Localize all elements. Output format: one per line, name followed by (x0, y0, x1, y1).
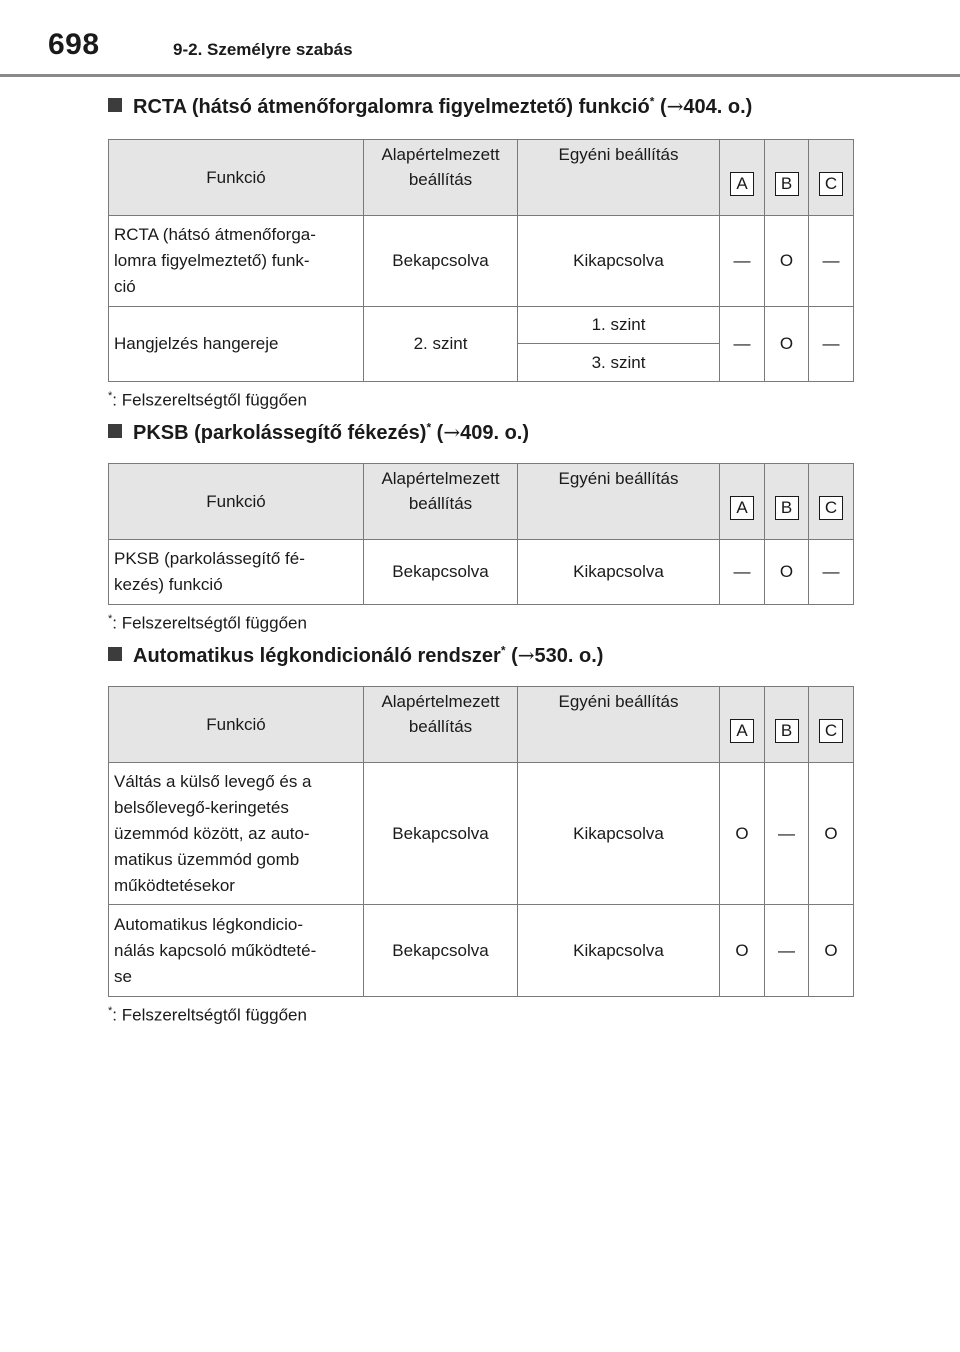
column-a: A (720, 464, 765, 540)
cell-custom: Kikapcsolva (518, 905, 720, 997)
footnote: *: Felszereltségtől függően (108, 1005, 307, 1025)
section-title: PKSB (parkolássegítő fékezés)* (→409. o.) (108, 420, 853, 450)
cell-function: RCTA (hátsó átmenőforga- lomra figyelmeztető) funk- ció (109, 216, 364, 307)
square-bullet-icon (108, 647, 122, 661)
page-header (0, 0, 960, 80)
cell-b: O (765, 540, 809, 605)
settings-table (108, 463, 854, 605)
column-b: B (765, 464, 809, 540)
arrow-right-icon: → (517, 643, 535, 667)
section-title: Automatikus légkondicionáló rendszer* (→530. o.) (108, 643, 853, 673)
cell-default: Bekapcsolva (364, 763, 518, 905)
footnote: *: Felszereltségtől függően (108, 613, 307, 633)
cell-custom-option: 3. szint (518, 344, 720, 382)
column-custom: Egyéni beállítás (518, 687, 720, 763)
cell-custom: Kikapcsolva (518, 216, 720, 307)
column-default: Alapértelmezett beállítás (364, 140, 518, 216)
cell-custom: Kikapcsolva (518, 763, 720, 905)
column-c: C (809, 140, 854, 216)
section-title: RCTA (hátsó átmenőforgalomra figyelmeztető) funkció* (→404. o.) (108, 94, 853, 124)
cell-function: PKSB (parkolássegítő fé- kezés) funkció (109, 540, 364, 605)
cell-c: — (809, 540, 854, 605)
cell-c: O (809, 763, 854, 905)
cell-c: O (809, 905, 854, 997)
column-custom: Egyéni beállítás (518, 464, 720, 540)
table-row (109, 307, 854, 344)
column-c: C (809, 687, 854, 763)
cell-default: Bekapcsolva (364, 540, 518, 605)
page-reference[interactable]: 404. o.) (683, 96, 753, 118)
column-b: B (765, 687, 809, 763)
table-row (109, 216, 854, 307)
footnote: *: Felszereltségtől függően (108, 390, 307, 410)
cell-c: — (809, 307, 854, 382)
column-function: Funkció (109, 140, 364, 216)
cell-a: O (720, 905, 765, 997)
cell-a: O (720, 763, 765, 905)
section-rcta (108, 94, 853, 411)
cell-custom: Kikapcsolva (518, 540, 720, 605)
cell-function: Hangjelzés hangereje (109, 307, 364, 382)
cell-default: Bekapcsolva (364, 216, 518, 307)
column-b: B (765, 140, 809, 216)
table-header-row (109, 140, 854, 216)
cell-default: 2. szint (364, 307, 518, 382)
cell-c: — (809, 216, 854, 307)
column-c: C (809, 464, 854, 540)
table-header-row (109, 687, 854, 763)
column-custom: Egyéni beállítás (518, 140, 720, 216)
page-number: 698 (48, 28, 100, 61)
cell-a: — (720, 540, 765, 605)
cell-function: Váltás a külső levegő és a belsőlevegő-keringetés üzemmód között, az auto- matikus üzemmód gomb működtetésekor (109, 763, 364, 905)
column-default: Alapértelmezett beállítás (364, 687, 518, 763)
column-function: Funkció (109, 687, 364, 763)
arrow-right-icon: → (666, 94, 684, 118)
section-climate (108, 643, 853, 1026)
cell-b: O (765, 307, 809, 382)
page-reference[interactable]: 409. o.) (460, 422, 530, 444)
cell-custom-option: 1. szint (518, 307, 720, 344)
cell-b: O (765, 216, 809, 307)
page-reference[interactable]: 530. o.) (534, 645, 604, 667)
table-row (109, 905, 854, 997)
cell-a: — (720, 216, 765, 307)
settings-table (108, 139, 854, 382)
cell-a: — (720, 307, 765, 382)
column-function: Funkció (109, 464, 364, 540)
header-divider (0, 74, 960, 77)
cell-function: Automatikus légkondicio- nálás kapcsoló működteté- se (109, 905, 364, 997)
column-a: A (720, 687, 765, 763)
table-row (109, 763, 854, 905)
table-header-row (109, 464, 854, 540)
section-pksb (108, 420, 853, 634)
cell-default: Bekapcsolva (364, 905, 518, 997)
cell-b: — (765, 905, 809, 997)
cell-b: — (765, 763, 809, 905)
settings-table (108, 686, 854, 997)
table-row (109, 540, 854, 605)
chapter-title: 9-2. Személyre szabás (173, 40, 353, 59)
arrow-right-icon: → (443, 420, 461, 444)
square-bullet-icon (108, 424, 122, 438)
square-bullet-icon (108, 98, 122, 112)
column-default: Alapértelmezett beállítás (364, 464, 518, 540)
column-a: A (720, 140, 765, 216)
